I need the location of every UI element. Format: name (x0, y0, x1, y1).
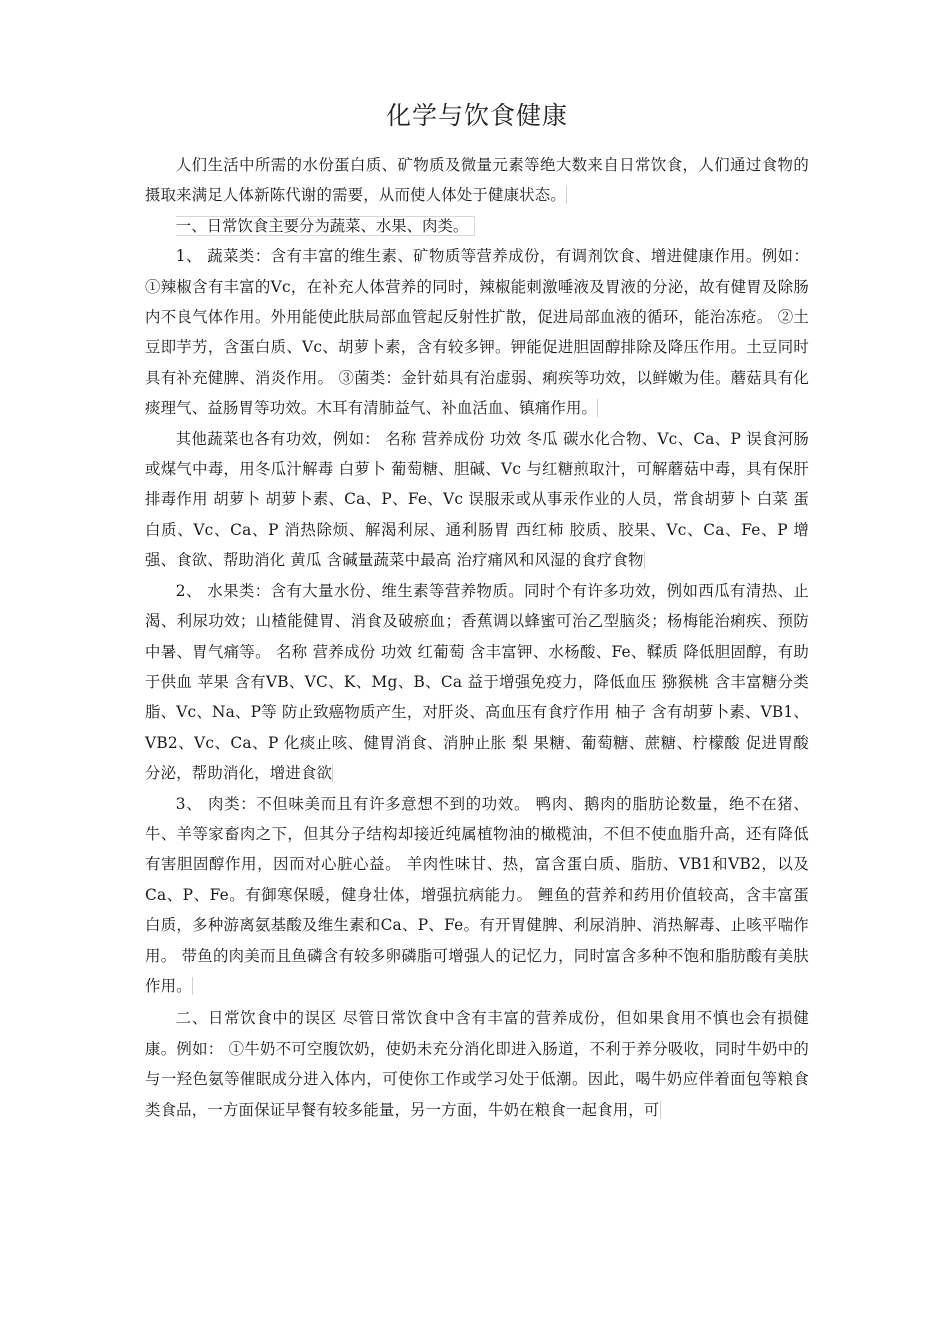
paragraph-misconceptions (145, 1003, 809, 1125)
paragraph-misconceptions-text: 二、日常饮食中的误区 尽管日常饮食中含有丰富的营养成份，但如果食用不慎也会有损健康。例如： ①牛奶不可空腹饮奶，使奶未充分消化即进入肠道，不利于养分吸收，同时牛奶中的与一羟色氨等催眠成分进入体内，可使你工作或学习处于低潮。因此，喝牛奶应伴着面包等粮食类食品，一方面保证早餐有较多能量，另一方面，牛奶在粮食一起食用，可 (145, 1009, 809, 1119)
paragraph-intro-text: 人们生活中所需的水份蛋白质、矿物质及微量元素等绝大数来自日常饮食，人们通过食物的摄取来满足人体新陈代谢的需要，从而使人体处于健康状态。 (145, 156, 809, 205)
paragraph-meat (145, 789, 809, 1002)
paragraph-fruits (145, 576, 809, 789)
document-title: 化学与饮食健康 (385, 101, 568, 130)
paragraph-vegetables (145, 241, 809, 423)
paragraph-intro (145, 150, 809, 211)
paragraph-meat-text: 3、 肉类：不但味美而且有许多意想不到的功效。 鸭肉、鹅肉的脂肪论数量，绝不在猪、牛、羊等家畜肉之下，但其分子结构却接近纯属植物油的橄榄油，不但不使血脂升高，还有降低有害胆固醇作用，因而对心脏心益。 羊肉性味甘、热，富含蛋白质、脂肪、VB1和VB2，以及Ca、P、Fe。有御寒保暖，健身壮体，增强抗病能力。 鲤鱼的营养和药用价值较高，含丰富蛋白质，多种游离氨基酸及维生素和Ca、P、Fe。有开胃健脾、利尿消肿、消热解毒、止咳平喘作用。 带鱼的肉美而且鱼磷含有较多卵磷脂可增强人的记忆力，同时富含多种不饱和脂肪酸有美肤作用。 (145, 794, 809, 995)
paragraph-vegetables-text: 1、 蔬菜类：含有丰富的维生素、矿物质等营养成份，有调剂饮食、增进健康作用。例如： ①辣椒含有丰富的Vc，在补充人体营养的同时，辣椒能刺激唾液及胃液的分泌，故有健胃及除肠内不良气体作用。外用能使此肤局部血管起反射性扩散，促进局部血液的循环，能治冻疮。 ②土豆即芋艻，含蛋白质、Vc、胡萝卜素，含有较多钾。钾能促进胆固醇排除及降压作用。土豆同时具有补充健脾、消炎作用。 ③菌类：金针茹具有治虚弱、痢疾等功效，以鲜嫩为佳。蘑菇具有化痰理气、益肠胃等功效。木耳有清肺益气、补血活血、镇痛作用。 (145, 247, 809, 418)
paragraph-fruits-text: 2、 水果类：含有大量水份、维生素等营养物质。同时个有许多功效，例如西瓜有清热、止渴、利尿功效；山楂能健胃、消食及破瘀血；香蕉调以蜂蜜可治乙型脑炎；杨梅能治痢疾、预防中暑、胃气痛等。 名称 营养成份 功效 红葡萄 含丰富钾、水杨酸、Fe、鞣质 降低胆固醇，有助于供血 苹果 含有VB、VC、K、Mg、B、Ca 益于增强免疫力，降低血压 猕猴桃 含丰富糖分类脂、Vc、Na、P等 防止致癌物质产生，对肝炎、高血压有食疗作用 柚子 含有胡萝卜素、VB1、VB2、Vc、Ca、P 化痰止咳、健胃消食、消肿止胀 梨 果糖、葡萄糖、蔗糖、柠檬酸 促进胃酸分泌，帮助消化，增进食欲 (145, 581, 809, 783)
paragraph-other-vegetables (145, 424, 809, 576)
section-heading-1 (145, 211, 809, 241)
document-page (145, 96, 809, 1125)
section-heading-1-text: 一、日常饮食主要分为蔬菜、水果、肉类。 (176, 216, 475, 236)
paragraph-other-vegetables-text: 其他蔬菜也各有功效，例如： 名称 营养成份 功效 冬瓜 碳水化合物、Vc、Ca、P 误食河肠或煤气中毒，用冬瓜汁解毒 白萝卜 葡萄糖、胆碱、Vc 与红糖煎取汁，可解蘑菇中毒，具有保肝排毒作用 胡萝卜 胡萝卜素、Ca、P、Fe、Vc 误服汞或从事汞作业的人员，常食胡萝卜 白菜 蛋白质、Vc、Ca、P 消热除烦、解渴利尿、通利肠胃 西红柿 胶质、胶果、Vc、Ca、Fe、P 增强、食欲、帮助消化 黄瓜 含碱量蔬菜中最高 治疗痛风和风湿的食疗食物 (145, 429, 809, 570)
